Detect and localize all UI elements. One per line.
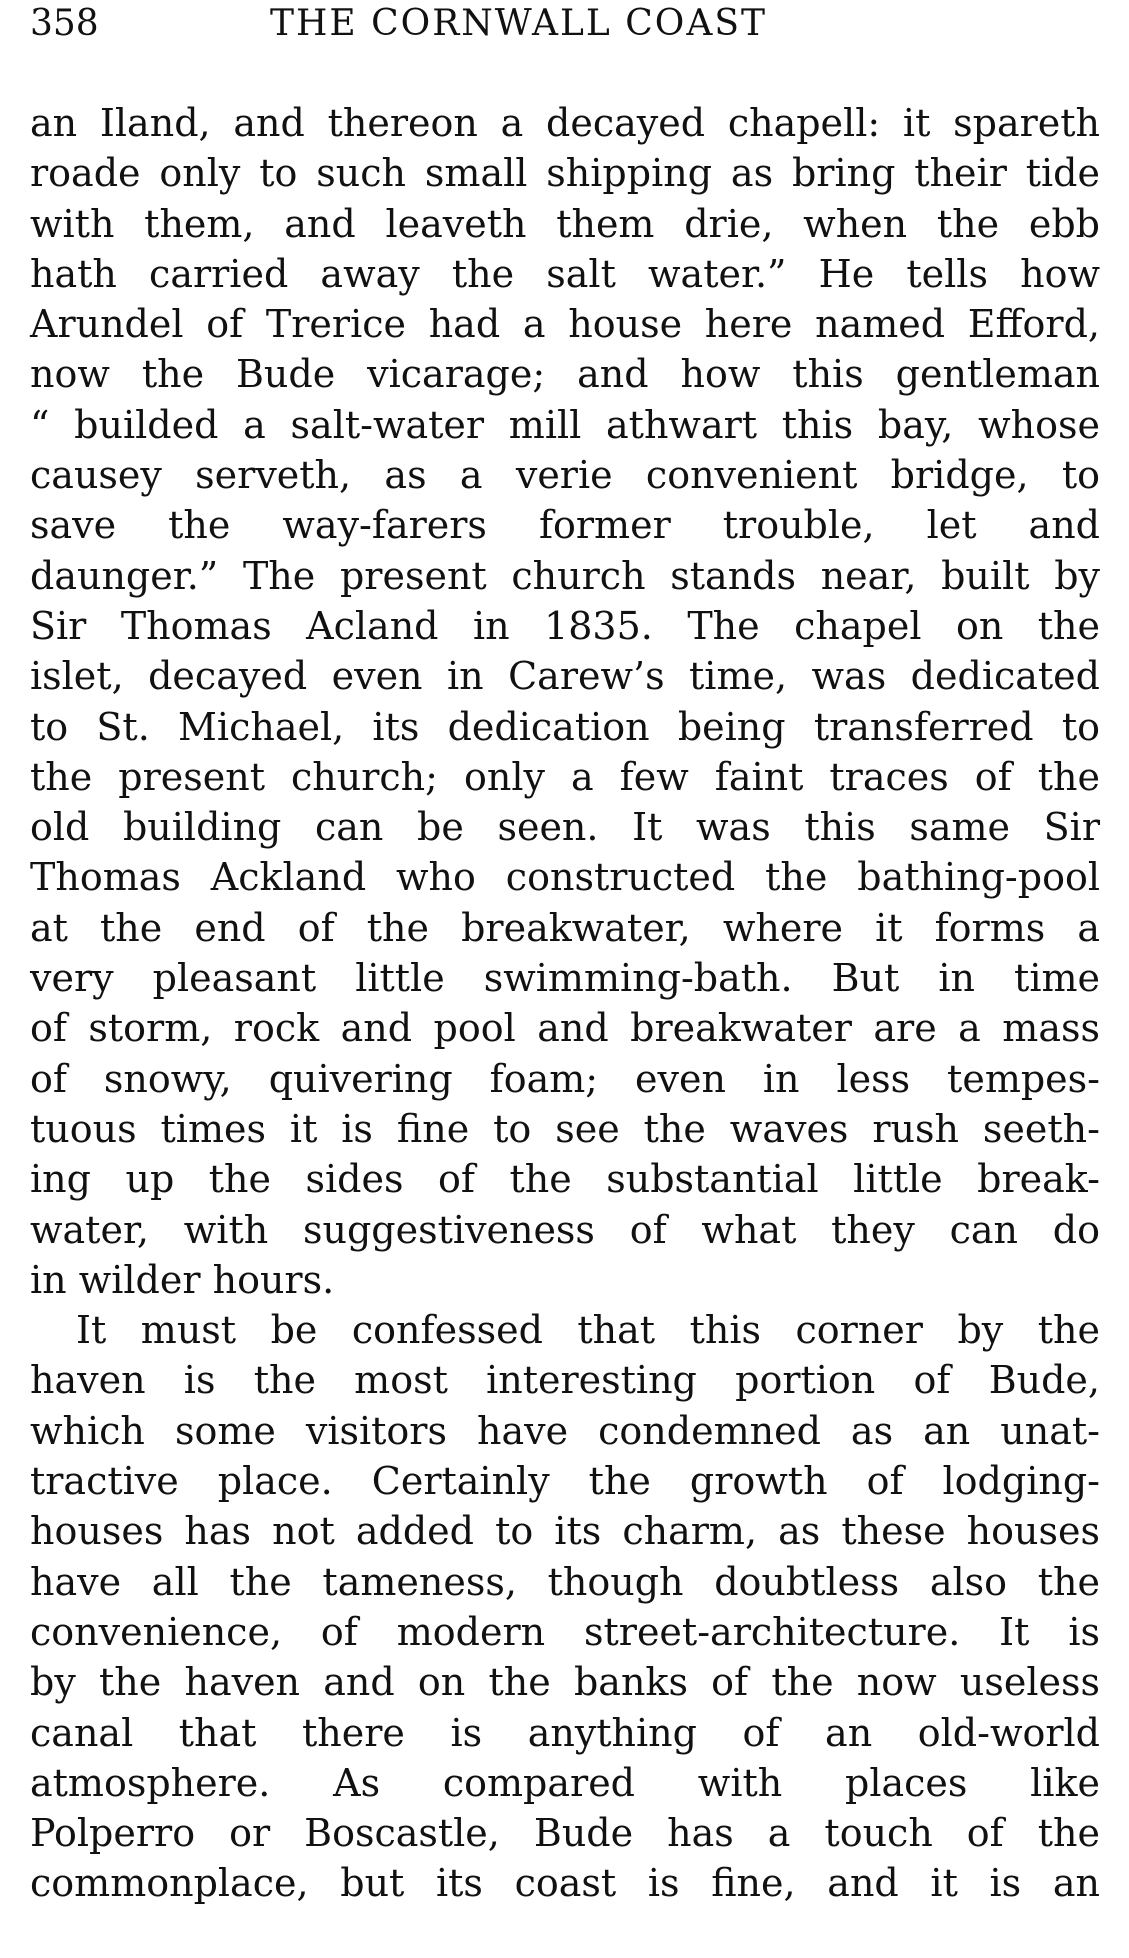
text-line: haven is the most interesting portion of Bude,: [30, 1358, 1100, 1403]
text-line: to St. Michael, its dedication being transferred to: [30, 704, 1100, 749]
text-line: very pleasant little swimming-bath. But in time: [30, 956, 1100, 1001]
text-line: at the end of the breakwater, where it forms a: [30, 905, 1100, 950]
text-line: “ builded a salt-water mill athwart this bay, whose: [30, 402, 1100, 447]
text-line: Arundel of Trerice had a house here named Efford,: [30, 302, 1100, 347]
running-head: [30, 0, 1100, 58]
page-number: 358: [30, 3, 99, 44]
body-text: [30, 98, 1100, 1909]
text-line: which some visitors have condemned as an unat-: [30, 1408, 1100, 1453]
text-line: the present church; only a few faint traces of the: [30, 754, 1100, 799]
text-line: roade only to such small shipping as bring their tide: [30, 151, 1100, 196]
text-line: causey serveth, as a verie convenient bridge, to: [30, 453, 1100, 498]
running-title: THE CORNWALL COAST: [270, 3, 767, 44]
text-line: water, with suggestiveness of what they can do: [30, 1207, 1100, 1252]
paragraph-start-line: It must be confessed that this corner by the: [76, 1308, 1100, 1353]
text-line: Sir Thomas Acland in 1835. The chapel on the: [30, 603, 1100, 648]
text-line: canal that there is anything of an old-world: [30, 1710, 1100, 1755]
text-line: ing up the sides of the substantial little break-: [30, 1157, 1100, 1202]
text-line: commonplace, but its coast is fine, and it is an: [30, 1861, 1100, 1906]
text-line: hath carried away the salt water.” He tells how: [30, 251, 1100, 296]
text-line: Thomas Ackland who constructed the bathing-pool: [30, 855, 1100, 900]
paragraph-end-line: in wilder hours.: [30, 1257, 335, 1302]
book-page: [30, 0, 1100, 1906]
text-line: an Iland, and thereon a decayed chapell: it spareth: [30, 101, 1100, 145]
text-line: islet, decayed even in Carew’s time, was dedicated: [30, 654, 1100, 699]
text-line: have all the tameness, though doubtless also the: [30, 1559, 1100, 1604]
text-line: of storm, rock and pool and breakwater are a mass: [30, 1006, 1100, 1051]
text-line: save the way-farers former trouble, let and: [30, 503, 1100, 548]
text-line: houses has not added to its charm, as these houses: [30, 1509, 1100, 1554]
text-line: now the Bude vicarage; and how this gentleman: [30, 352, 1100, 397]
text-line: atmosphere. As compared with places like: [30, 1760, 1100, 1805]
text-line: of snowy, quivering foam; even in less tempes-: [30, 1056, 1100, 1101]
text-line: tuous times it is fine to see the waves rush seeth-: [30, 1106, 1100, 1151]
text-line: old building can be seen. It was this same Sir: [30, 805, 1100, 850]
text-line: with them, and leaveth them drie, when the ebb: [30, 201, 1100, 246]
text-line: convenience, of modern street-architecture. It is: [30, 1609, 1100, 1654]
text-line: Polperro or Boscastle, Bude has a touch of the: [30, 1811, 1100, 1856]
text-line: tractive place. Certainly the growth of lodging-: [30, 1459, 1100, 1504]
text-line: daunger.” The present church stands near, built by: [30, 553, 1100, 598]
text-line: by the haven and on the banks of the now useless: [30, 1660, 1100, 1705]
